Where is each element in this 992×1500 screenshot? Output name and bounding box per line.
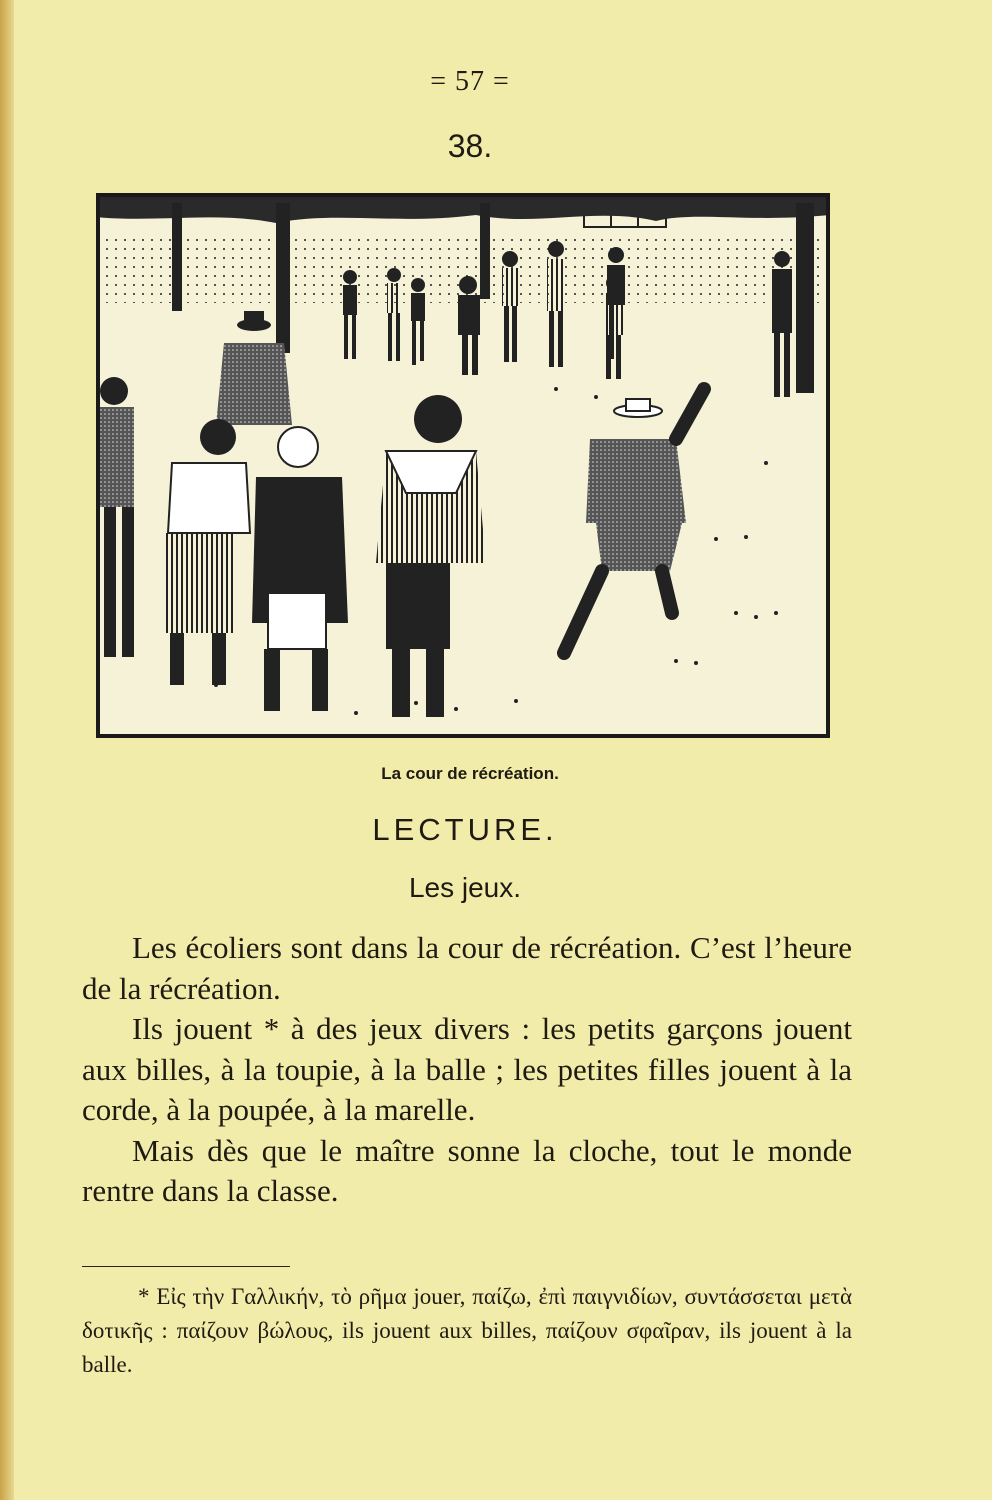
reading-title: Les jeux. bbox=[408, 872, 522, 903]
reading-text bbox=[82, 928, 852, 1212]
schoolyard-illustration bbox=[96, 193, 830, 738]
page-edge bbox=[0, 0, 14, 1500]
footnote-rule bbox=[82, 1266, 290, 1267]
illustration-caption: La cour de récréation. bbox=[381, 764, 559, 783]
section-heading: LECTURE. bbox=[372, 812, 558, 847]
paragraph: Ils jouent * à des jeux divers : les petits garçons jouent aux billes, à la toupie, à la balle ; les petites filles jouent à la corde, à la poupée, à la marelle. bbox=[82, 1011, 852, 1127]
tree-trunk bbox=[796, 203, 814, 393]
paragraph: Mais dès que le maître sonne la cloche, tout le monde rentre dans la classe. bbox=[82, 1132, 852, 1208]
tree-trunk bbox=[172, 203, 182, 311]
page-number: = 57 = bbox=[430, 66, 510, 97]
background-wall bbox=[100, 233, 826, 303]
paragraph: Les écoliers sont dans la cour de récréation. C’est l’heure de la récréation. bbox=[82, 930, 852, 1006]
tree-trunk bbox=[480, 203, 490, 299]
lesson-number: 38. bbox=[447, 128, 493, 164]
footnote: * Εἰς τὴν Γαλλικήν, τὸ ρῆμα jouer, παίζω, ἐπὶ παιγνιδίων, συντάσσεται μετὰ δοτικῆς : παίζουν βώλους, ils jouent aux billes, παίζουν σφαῖραν, ils jouent à la balle. bbox=[82, 1284, 852, 1377]
tree-trunk bbox=[276, 203, 290, 353]
